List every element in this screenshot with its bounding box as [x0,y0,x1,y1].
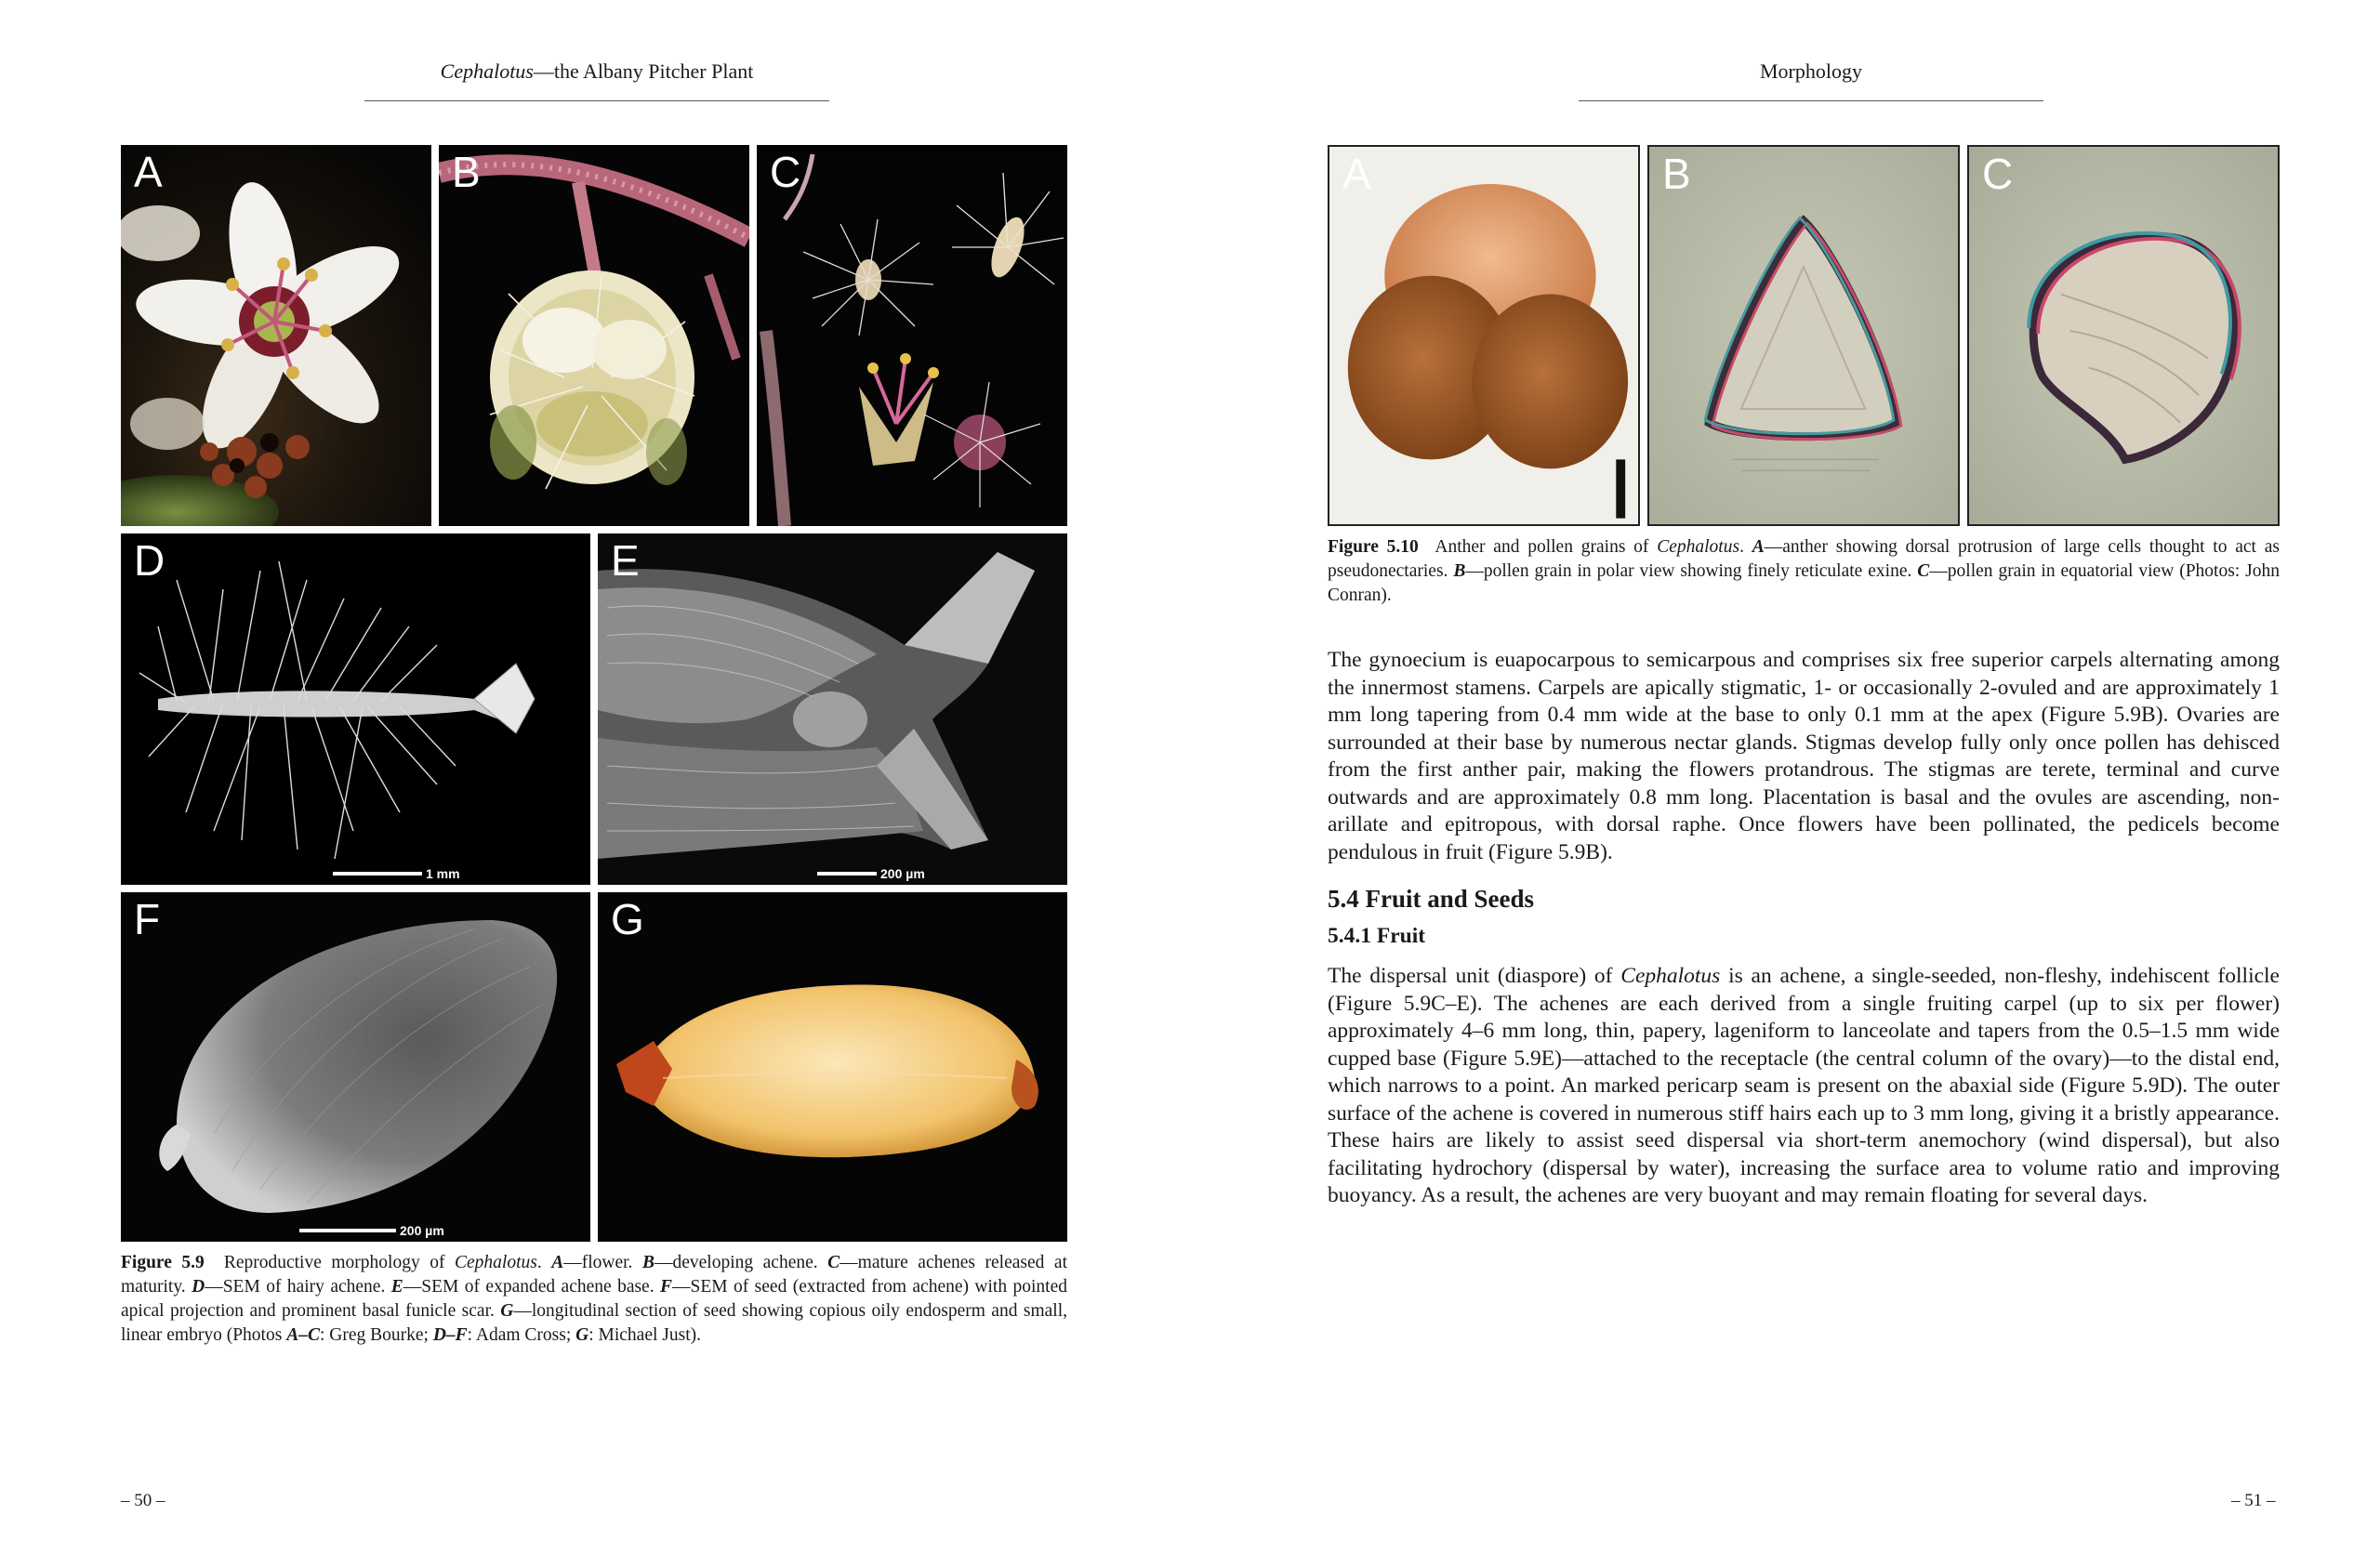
figure-5-9-panel-f [121,892,590,1242]
section-heading: 5.4 Fruit and Seeds [1328,885,1535,913]
seed-sem-icon [121,892,590,1242]
scale-bar-e: 200 µm [817,866,925,881]
running-rule-left [364,100,829,101]
anther-photo-icon [1329,147,1638,524]
figure-5-9-panel-c [757,145,1067,526]
panel-label-b: B [452,148,481,196]
figure-5-9-panel-d [121,533,590,885]
seed-section-photo-icon [598,892,1067,1242]
folio-right: – 51 – [2231,1491,2276,1510]
scale-bar-d: 1 mm [333,866,460,881]
panel-label-e: E [611,536,640,585]
pollen-label-b: B [1662,150,1691,198]
figure-5-10-panel-a [1328,145,1640,526]
figure-5-9-panel-e [598,533,1067,885]
running-rule-right [1579,100,2043,101]
pollen-label-c: C [1982,150,2014,198]
figure-5-9-panel-a [121,145,431,526]
figure-5-10-panel-c [1967,145,2280,526]
flower-photo-icon [121,145,431,526]
paragraph-fruit: The dispersal unit (diaspore) of Cephalotus is an achene, a single-seeded, non-fleshy, indehiscent follicle (Figure 5.9C–E). The achenes are each derived from a single fruiting carpel (up to six per flower) approximately 4–6 mm long, thin, papery, lageniform to lanceolate and tapers from the 0.5–1.5 mm wide cupped base (Figure 5.9E)—attached to the receptacle (the central column of the ovary)—to the distal end, which narrows to a point. An marked pericarp seam is present on the abaxial side (Figure 5.9D). The outer surface of the achene is covered in numerous stiff hairs each up to 3 mm long, giving it a bristly appearance. These hairs are likely to assist seed dispersal via short-term anemochory (wind dispersal), but also facilitating hydrochory (dispersal by water), increasing the surface area to volume ratio and improving buoyancy. As a result, the achenes are very buoyant and may remain floating for several days. [1328,964,2280,1207]
panel-label-g: G [611,895,644,943]
panel-label-d: D [134,536,165,585]
figure-5-10-caption: Figure 5.10 Anther and pollen grains of Cephalotus. A—anther showing dorsal protrusion of large cells thought to act as pseudonectaries. B—pollen grain in polar view showing finely reticulate exine. C—pollen grain in equatorial view (Photos: John Conran). [1328,537,2280,605]
pollen-label-a: A [1342,150,1371,198]
figure-5-9-panel-g [598,892,1067,1242]
pollen-equatorial-photo-icon [1969,147,2278,524]
figure-5-9-panel-b [439,145,749,526]
paragraph-gynoecium: The gynoecium is euapocarpous to semicarpous and comprises six free superior carpels alternating among the innermost stamens. Carpels are apically stigmatic, 1- or occasionally 2-ovuled and are approximately 1 mm long tapering from 0.4 mm wide at the base to only 0.1 mm at the apex (Figure 5.9B). Ovaries are surrounded at their base by numerous nectar glands. Stigmas develop fully only once pollen has dehisced from the first anther pair, making the flowers protandrous. The stigmas are terete, terminal and curve outwards and are approximately 0.8 mm long. Placentation is basal and the ovules are ascending, non-arillate and epitropous, with dorsal raphe. Once flowers have been pollinated, the pedicels become pendulous in fruit (Figure 5.9B). [1328,648,2280,864]
achene-base-sem-icon [598,533,1067,885]
figure-5-10-panel-b [1647,145,1960,526]
running-head-left: Cephalotus—the Albany Pitcher Plant [440,59,754,83]
panel-label-a: A [134,148,163,196]
right-page [1190,0,2380,1567]
scale-bar-f: 200 µm [299,1223,444,1238]
mature-achenes-photo-icon [757,145,1067,526]
panel-label-f: F [134,895,161,943]
figure-5-9-caption: Figure 5.9 Reproductive morphology of Cephalotus. A—flower. B—developing achene. C—mature achenes released at maturity. D—SEM of hairy achene. E—SEM of expanded achene base. F—SEM of seed (extracted from achene) with pointed apical projection and prominent basal funicle scar. G—longitudinal section of seed showing copious oily endosperm and small, linear embryo (Photos A–C: Greg Bourke; D–F: Adam Cross; G: Michael Just). [121,1253,1068,1345]
folio-left: – 50 – [121,1491,165,1510]
hairy-achene-sem-icon [121,533,590,885]
panel-label-c: C [770,148,801,196]
subsection-heading: 5.4.1 Fruit [1328,924,1426,948]
running-head-right: Morphology [1760,59,1862,83]
pollen-polar-photo-icon [1649,147,1958,524]
developing-achene-photo-icon [439,145,749,526]
